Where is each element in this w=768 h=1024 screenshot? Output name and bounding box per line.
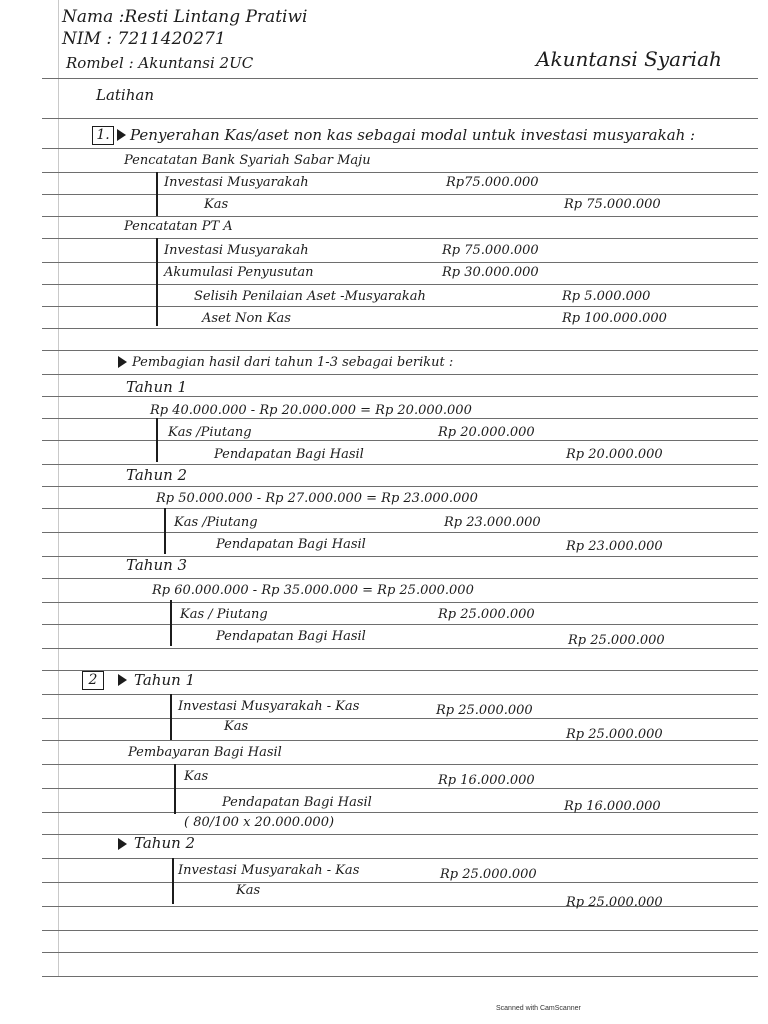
ruled-line (42, 882, 758, 883)
journal-debit: Rp 16.000.000 (438, 773, 535, 788)
journal-account: Investasi Musyarakah (164, 175, 309, 190)
ruled-line (42, 216, 758, 217)
ruled-line (42, 486, 758, 487)
subject-title: Akuntansi Syariah (536, 47, 722, 71)
bullet-arrow-icon (118, 356, 127, 368)
payment-note: ( 80/100 x 20.000.000) (184, 815, 335, 830)
journal-debit: Rp75.000.000 (446, 175, 539, 190)
ruled-line (42, 764, 758, 765)
student-nim: NIM : 7211420271 (62, 29, 226, 49)
journal-account: Akumulasi Penyusutan (164, 265, 314, 280)
ruled-line (42, 694, 758, 695)
ruled-line (42, 194, 758, 195)
journal-account: Investasi Musyarakah (164, 243, 309, 258)
journal-credit: Rp 25.000.000 (568, 633, 665, 648)
ruled-line (42, 306, 758, 307)
ruled-line (42, 788, 758, 789)
journal-credit: Rp 100.000.000 (562, 311, 667, 326)
ruled-line (42, 374, 758, 375)
scanner-footer (0, 1000, 768, 1024)
section-2-number: 2 (82, 671, 104, 690)
ruled-line (42, 148, 758, 149)
journal-bracket (156, 238, 158, 326)
journal-debit: Rp 30.000.000 (442, 265, 539, 280)
exercise-title: Latihan (96, 86, 154, 104)
year-calculation: Rp 50.000.000 - Rp 27.000.000 = Rp 23.000.000 (156, 491, 478, 506)
journal-bracket (170, 694, 172, 740)
journal-account: Pendapatan Bagi Hasil (216, 629, 366, 644)
journal-account: Kas (236, 883, 261, 898)
year-label: Tahun 2 (134, 834, 196, 852)
year-calculation: Rp 60.000.000 - Rp 35.000.000 = Rp 25.000.000 (152, 583, 474, 598)
year-label: Tahun 3 (126, 556, 188, 574)
journal-credit: Rp 25.000.000 (566, 727, 663, 742)
journal-account: Aset Non Kas (202, 311, 291, 326)
year-label: Tahun 1 (126, 378, 188, 396)
journal-account: Selisih Penilaian Aset -Musyarakah (194, 289, 426, 304)
scanner-watermark: Scanned with CamScanner (496, 1005, 581, 1012)
ruled-line (42, 578, 758, 579)
journal-bracket (170, 600, 172, 646)
journal-bracket (172, 858, 174, 904)
journal-bracket (164, 508, 166, 554)
ruled-line (42, 718, 758, 719)
ruled-line (42, 172, 758, 173)
profit-sharing-heading: Pembagian hasil dari tahun 1-3 sebagai berikut : (132, 355, 454, 370)
journal-account: Investasi Musyarakah - Kas (178, 699, 360, 714)
bullet-arrow-icon (117, 129, 126, 141)
journal-account: Pendapatan Bagi Hasil (222, 795, 372, 810)
ruled-line (42, 440, 758, 441)
journal-account: Kas /Piutang (174, 515, 258, 530)
ruled-line (42, 976, 758, 977)
journal-debit: Rp 23.000.000 (444, 515, 541, 530)
ruled-line (42, 930, 758, 931)
journal-account: Kas / Piutang (180, 607, 268, 622)
journal-account: Kas /Piutang (168, 425, 252, 440)
section-1-title: Penyerahan Kas/aset non kas sebagai modal untuk investasi musyarakah : (130, 126, 696, 144)
margin-line (58, 0, 59, 976)
ruled-line (42, 78, 758, 79)
section-1-number: 1. (92, 126, 114, 145)
journal-debit: Rp 25.000.000 (438, 607, 535, 622)
ruled-line (42, 396, 758, 397)
ruled-line (42, 262, 758, 263)
ruled-line (42, 624, 758, 625)
journal-credit: Rp 20.000.000 (566, 447, 663, 462)
journal-bracket (156, 172, 158, 216)
bullet-arrow-icon (118, 838, 127, 850)
bank-journal-heading: Pencatatan Bank Syariah Sabar Maju (124, 153, 371, 168)
journal-debit: Rp 75.000.000 (442, 243, 539, 258)
journal-debit: Rp 20.000.000 (438, 425, 535, 440)
bullet-arrow-icon (118, 674, 127, 686)
ruled-line (42, 328, 758, 329)
ruled-line (42, 238, 758, 239)
journal-credit: Rp 75.000.000 (564, 197, 661, 212)
year-label: Tahun 2 (126, 466, 188, 484)
ruled-line (42, 858, 758, 859)
ruled-line (42, 602, 758, 603)
journal-account: Kas (184, 769, 209, 784)
journal-credit: Rp 25.000.000 (566, 895, 663, 910)
journal-debit: Rp 25.000.000 (440, 867, 537, 882)
student-class: Rombel : Akuntansi 2UC (66, 54, 254, 72)
ruled-line (42, 952, 758, 953)
ruled-line (42, 464, 758, 465)
journal-account: Pendapatan Bagi Hasil (214, 447, 364, 462)
pta-journal-heading: Pencatatan PT A (124, 219, 233, 234)
payment-heading: Pembayaran Bagi Hasil (128, 745, 282, 760)
journal-account: Kas (224, 719, 249, 734)
ruled-line (42, 118, 758, 119)
ruled-line (42, 284, 758, 285)
journal-account: Kas (204, 197, 229, 212)
journal-account: Pendapatan Bagi Hasil (216, 537, 366, 552)
ruled-line (42, 350, 758, 351)
year-label: Tahun 1 (134, 671, 196, 689)
journal-debit: Rp 25.000.000 (436, 703, 533, 718)
journal-credit: Rp 23.000.000 (566, 539, 663, 554)
journal-account: Investasi Musyarakah - Kas (178, 863, 360, 878)
ruled-line (42, 532, 758, 533)
journal-credit: Rp 5.000.000 (562, 289, 651, 304)
student-name: Nama :Resti Lintang Pratiwi (62, 7, 308, 27)
year-calculation: Rp 40.000.000 - Rp 20.000.000 = Rp 20.000.000 (150, 403, 472, 418)
journal-credit: Rp 16.000.000 (564, 799, 661, 814)
journal-bracket (156, 418, 158, 462)
journal-bracket (174, 764, 176, 814)
ruled-line (42, 508, 758, 509)
